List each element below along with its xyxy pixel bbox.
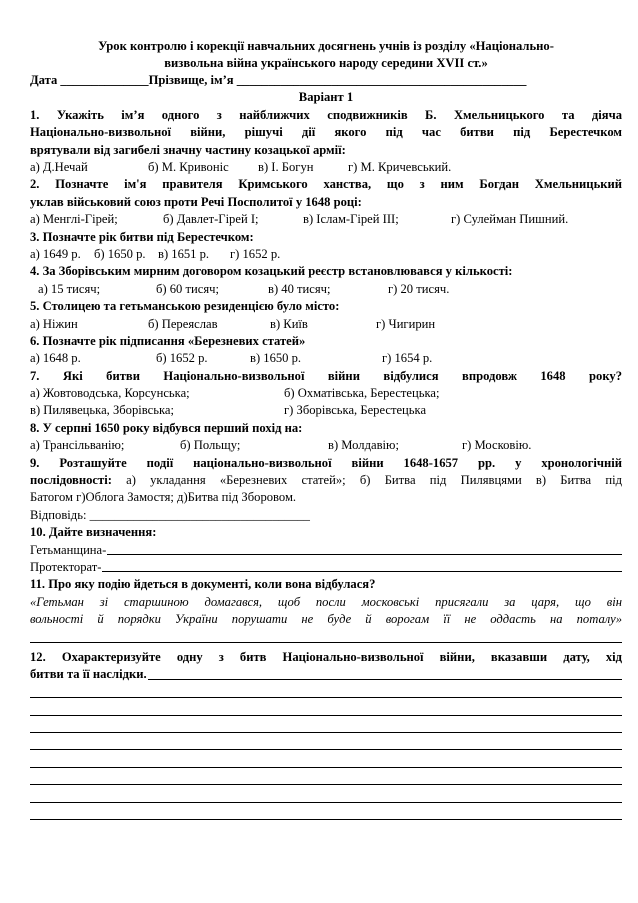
q10-text: 10. Дайте визначення: (30, 525, 157, 540)
q2-option-b[interactable]: б) Давлет-Гірей І; (163, 212, 259, 227)
q3-option-c[interactable]: в) 1651 р. (158, 246, 210, 261)
q9-events-a-c: а) укладання «Березневих статей»; б) Битва під Пилявцями в) Битва під (111, 473, 622, 488)
q10-term-hetmanate-label: Гетьманщина- (30, 542, 107, 557)
q7-text: 7. Які битви Національно-визвольної війни відбулися впродовж 1648 року? (30, 368, 622, 383)
variant-heading: Варіант 1 (298, 90, 354, 105)
q11-quote-line-2: вольності й порядки України порушати не буде й ворогам її не оддасть на поталу» (30, 612, 622, 627)
q7-options-row-1 (30, 385, 622, 402)
q8-option-a[interactable]: а) Трансільванію; (30, 438, 125, 453)
q2-option-c[interactable]: в) Іслам-Гірей ІІІ; (303, 212, 399, 227)
q12-text-line-1: 12. Охарактеризуйте одну з битв Національно-визвольної війни, вказавши дату, хід (30, 650, 622, 665)
q6-text: 6. Позначте рік підписання «Березневих статей» (30, 333, 306, 348)
q11-text: 11. Про яку подію йдеться в документі, коли вона відбулася? (30, 577, 376, 592)
q2-option-d[interactable]: г) Сулейман Пишний. (451, 212, 569, 227)
q3-option-a[interactable]: а) 1649 р. (30, 246, 81, 261)
date-name-label: Дата ______________Прізвище, ім’я ________________________ (30, 73, 388, 87)
q1-option-b[interactable]: б) М. Кривоніс (148, 159, 229, 174)
q4-option-c[interactable]: в) 40 тисяч; (268, 281, 331, 296)
q1-text-line-1: 1. Укажіть ім’я одного з найближчих сподвижників Б. Хмельницького та діяча (30, 107, 622, 122)
q8-text: 8. У серпні 1650 року відбувся перший похід на: (30, 420, 303, 435)
q10-term-hetmanate-line (107, 542, 622, 555)
q8-option-b[interactable]: б) Польщу; (180, 438, 241, 453)
q10-term-protectorate-line (102, 559, 622, 572)
q12-answer-line-2[interactable] (30, 701, 622, 718)
q3-option-b[interactable]: б) 1650 р. (94, 246, 146, 261)
q4-option-a[interactable]: а) 15 тисяч; (38, 281, 101, 296)
q8-option-d[interactable]: г) Московію. (462, 438, 532, 453)
q10-term-protectorate[interactable] (30, 559, 622, 576)
q12-answer-line-1[interactable] (30, 684, 622, 701)
q6-option-a[interactable]: а) 1648 р. (30, 351, 81, 366)
q5-options (30, 316, 622, 333)
q1-option-d[interactable]: г) М. Кричевський. (348, 159, 452, 174)
q12-text-line-2-label: битви та її наслідки. (30, 667, 147, 682)
q1-options (30, 159, 622, 176)
q5-option-a[interactable]: а) Ніжин (30, 316, 78, 331)
q2-text-line-1: 2. Позначте ім'я правителя Кримського ханства, що з ним Богдан Хмельницький (30, 177, 622, 192)
q6-option-d[interactable]: г) 1654 р. (382, 351, 433, 366)
q7-option-a[interactable]: а) Жовтоводська, Корсунська; (30, 386, 190, 401)
q1-option-a[interactable]: а) Д.Нечай (30, 159, 88, 174)
q12-answer-line-8[interactable] (30, 806, 622, 823)
q10-term-protectorate-label: Протекторат- (30, 560, 102, 575)
title-line-1: Урок контролю і корекції навчальних досягнень учнів із розділу «Національно- (98, 39, 554, 53)
q6-option-b[interactable]: б) 1652 р. (156, 351, 208, 366)
q10-term-hetmanate[interactable] (30, 542, 622, 559)
q4-option-d[interactable]: г) 20 тисяч. (388, 281, 450, 296)
q12-answer-line-4[interactable] (30, 736, 622, 753)
q12-text-line-2[interactable] (30, 666, 622, 683)
q3-options (30, 246, 622, 263)
q6-option-c[interactable]: в) 1650 р. (250, 351, 302, 366)
q4-options (30, 281, 622, 298)
q9-text-line-1: 9. Розташуйте події національно-визвольної війни 1648-1657 рр. у хронологічній (30, 455, 622, 470)
date-name-tail: ______________________ (387, 73, 527, 87)
q12-answer-line-3[interactable] (30, 719, 622, 736)
q7-option-b[interactable]: б) Охматівська, Берестецька; (284, 386, 440, 401)
q9-answer-field[interactable]: Відповідь: ___________________________________ (30, 507, 310, 522)
q1-option-c[interactable]: в) І. Богун (258, 159, 314, 174)
date-name-row[interactable] (30, 72, 622, 89)
q8-option-c[interactable]: в) Молдавію; (328, 438, 399, 453)
q3-option-d[interactable]: г) 1652 р. (230, 246, 281, 261)
q6-options (30, 350, 622, 367)
q2-text-line-2: уклав військовий союз проти Речі Посполитої у 1648 році: (30, 194, 362, 209)
q9-text-line-2 (30, 472, 622, 489)
q11-quote-line-1: «Гетьман зі старшиною домагався, щоб посли московські присягали за царя, що він (30, 594, 622, 609)
q12-answer-line-5[interactable] (30, 753, 622, 770)
q7-option-d[interactable]: г) Зборівська, Берестецька (284, 403, 427, 418)
q8-options (30, 437, 622, 454)
q7-option-c[interactable]: в) Пилявецька, Зборівська; (30, 403, 174, 418)
q5-option-b[interactable]: б) Переяслав (148, 316, 218, 331)
q5-text: 5. Столицею та гетьманською резиденцією було місто: (30, 299, 340, 314)
q2-options (30, 211, 622, 228)
q4-option-b[interactable]: б) 60 тисяч; (156, 281, 219, 296)
q12-answer-line-7[interactable] (30, 788, 622, 805)
q11-answer-line[interactable] (30, 629, 622, 646)
q1-text-line-3: врятували від загибелі значну частину козацької армії: (30, 142, 346, 157)
q9-order-label: послідовності: (30, 473, 112, 488)
q1-text-line-2: Національно-визвольної війни, рішучі дії якого під час битви під Берестечком (30, 125, 622, 140)
q5-option-d[interactable]: г) Чигирин (376, 316, 436, 331)
q12-answer-line-6[interactable] (30, 771, 622, 788)
q12-answer-line-0 (148, 666, 622, 679)
title-line-2: визвольна війна українського народу середини XVII ст.» (164, 56, 488, 70)
q4-text: 4. За Зборівським мирним договором козацький реєстр встановлювався у кількості: (30, 264, 513, 279)
q2-option-a[interactable]: а) Менглі-Гірей; (30, 212, 118, 227)
q9-text-line-3: Батогом г)Облога Замостя; д)Битва під Зборовом. (30, 490, 297, 505)
q3-text: 3. Позначте рік битви під Берестечком: (30, 229, 254, 244)
q5-option-c[interactable]: в) Київ (270, 316, 308, 331)
q7-options-row-2 (30, 402, 622, 419)
worksheet (30, 38, 622, 823)
